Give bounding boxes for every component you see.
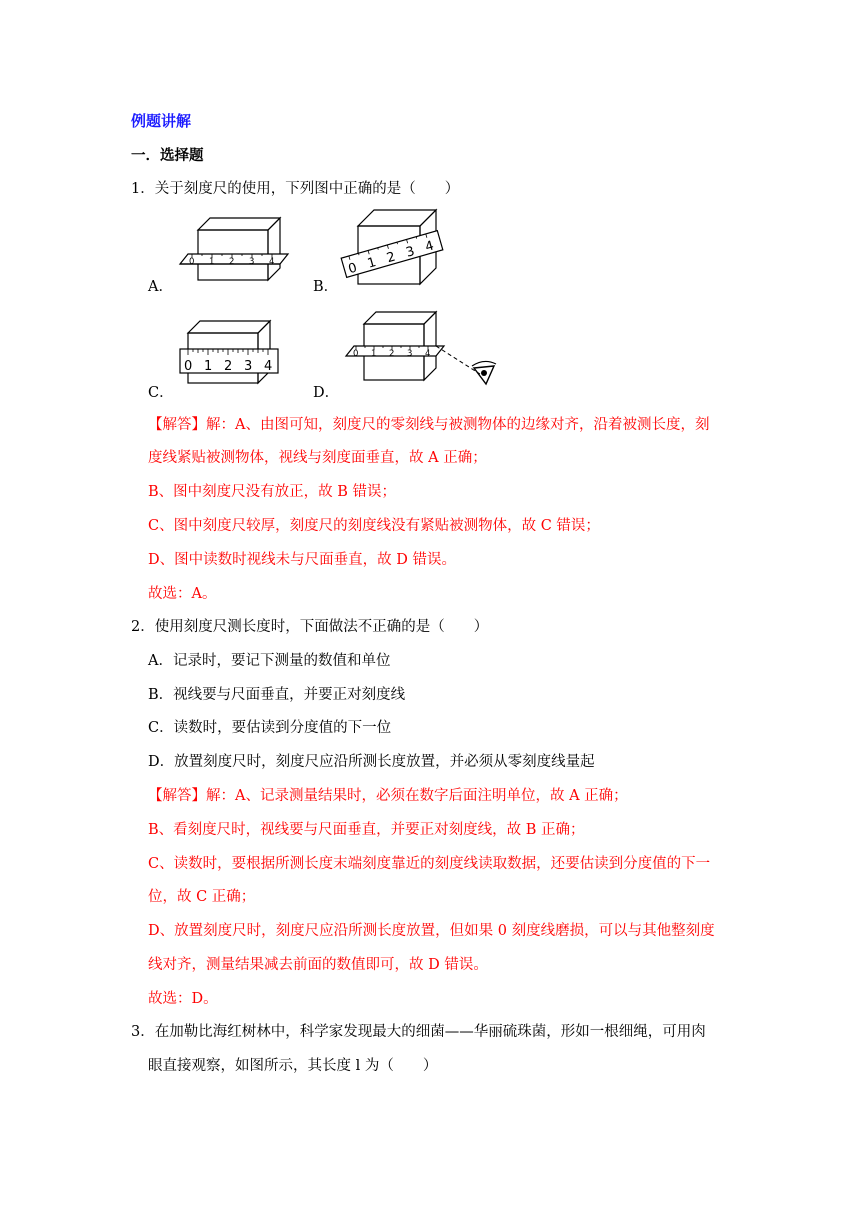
q1-option-c-label: C． [148,385,174,401]
ruler-tick-label: 0 [346,260,359,278]
ruler-tick-label: 1 [371,349,377,359]
ruler-tick-label: 0 [353,349,359,359]
ruler-tick-label: 1 [209,257,215,267]
ruler-tick-label: 4 [264,359,273,374]
ruler-tick-label: 3 [407,349,413,359]
question-type-title: 一．选择题 [131,148,204,164]
q1-answer-line [148,415,709,435]
ruler-tick-label: 2 [224,359,233,374]
ruler-tick-label: 4 [425,349,431,359]
q2-answer-line [148,786,628,806]
q1-answer-line: B、图中刻度尺没有放正，故 B 错误； [148,484,397,500]
ruler-tick-label: 2 [229,257,235,267]
ruler-tick-label: 1 [365,255,378,272]
q2-stem: 2．使用刻度尺测长度时，下面做法不正确的是（ ） [131,619,489,635]
ruler-tick-label: 2 [385,249,398,267]
ruler-tick-label: 4 [269,257,275,267]
q2-option-d: D．放置刻度尺时，刻度尺应沿所测长度放置，并必须从零刻度线量起 [148,754,595,770]
q2-option-b: B．视线要与尺面垂直，并要正对刻度线 [148,687,406,703]
q2-choice: 故选：D。 [148,991,218,1007]
q1-option-b-label: B． [313,279,339,295]
q2-answer-line: C、读数时，要根据所测长度末端刻度靠近的刻度线读取数据，还要估读到分度值的下一 [148,856,711,872]
q2-option-c: C．读数时，要估读到分度值的下一位 [148,720,392,736]
ruler-tick-label: 0 [184,359,193,374]
q3-stem-line: 眼直接观察，如图所示，其长度 l 为（ ） [148,1058,438,1074]
q1-figure-b [336,206,448,290]
q2-answer-line: 位，故 C 正确； [148,889,256,905]
ruler-tick-label: 4 [423,238,436,256]
ruler-tick-label: 0 [189,257,195,267]
q2-answer-line: 线对齐，测量结果减去前面的数值即可，故 D 错误。 [148,957,488,973]
q2-option-a: A．记录时，要记下测量的数值和单位 [148,653,391,669]
answer-tag: 【解答】 [148,788,206,804]
q2-answer-text: 解：A、记录测量结果时，必须在数字后面注明单位，故 A 正确； [206,788,628,804]
q1-option-d-label: D． [313,385,340,401]
answer-tag: 【解答】 [148,417,206,433]
q1-figure-d [344,308,500,390]
q1-choice: 故选：A。 [148,586,217,602]
ruler-tick-label: 1 [204,359,213,374]
q1-figure-c [178,313,282,387]
q1-answer-line: 度线紧贴被测物体，视线与刻度面垂直，故 A 正确； [148,450,487,466]
ruler-tick-label: 3 [404,244,417,261]
q1-figure-a [176,212,296,284]
ruler-tick-label: 3 [244,359,253,374]
q1-option-a-label: A． [148,279,173,295]
section-heading: 例题讲解 [131,112,192,130]
q1-answer-text: 解：A、由图可知，刻度尺的零刻线与被测物体的边缘对齐，沿着被测长度，刻 [206,417,710,433]
q1-stem: 1．关于刻度尺的使用，下列图中正确的是（ ） [131,181,460,197]
q1-answer-line: C、图中刻度尺较厚，刻度尺的刻度线没有紧贴被测物体，故 C 错误； [148,518,600,534]
q2-answer-line: D、放置刻度尺时，刻度尺应沿所测长度放置，但如果 0 刻度线磨损，可以与其他整刻度 [148,923,715,939]
q2-answer-line: B、看刻度尺时，视线要与尺面垂直，并要正对刻度线，故 B 正确； [148,822,585,838]
eye-icon [472,361,496,384]
ruler-tick-label: 3 [249,257,255,267]
ruler-tick-label: 2 [389,349,395,359]
q1-answer-line: D、图中读数时视线未与尺面垂直，故 D 错误。 [148,552,456,568]
q3-stem-line: 3．在加勒比海红树林中，科学家发现最大的细菌——华丽硫珠菌，形如一根细绳，可用肉 [131,1024,706,1040]
